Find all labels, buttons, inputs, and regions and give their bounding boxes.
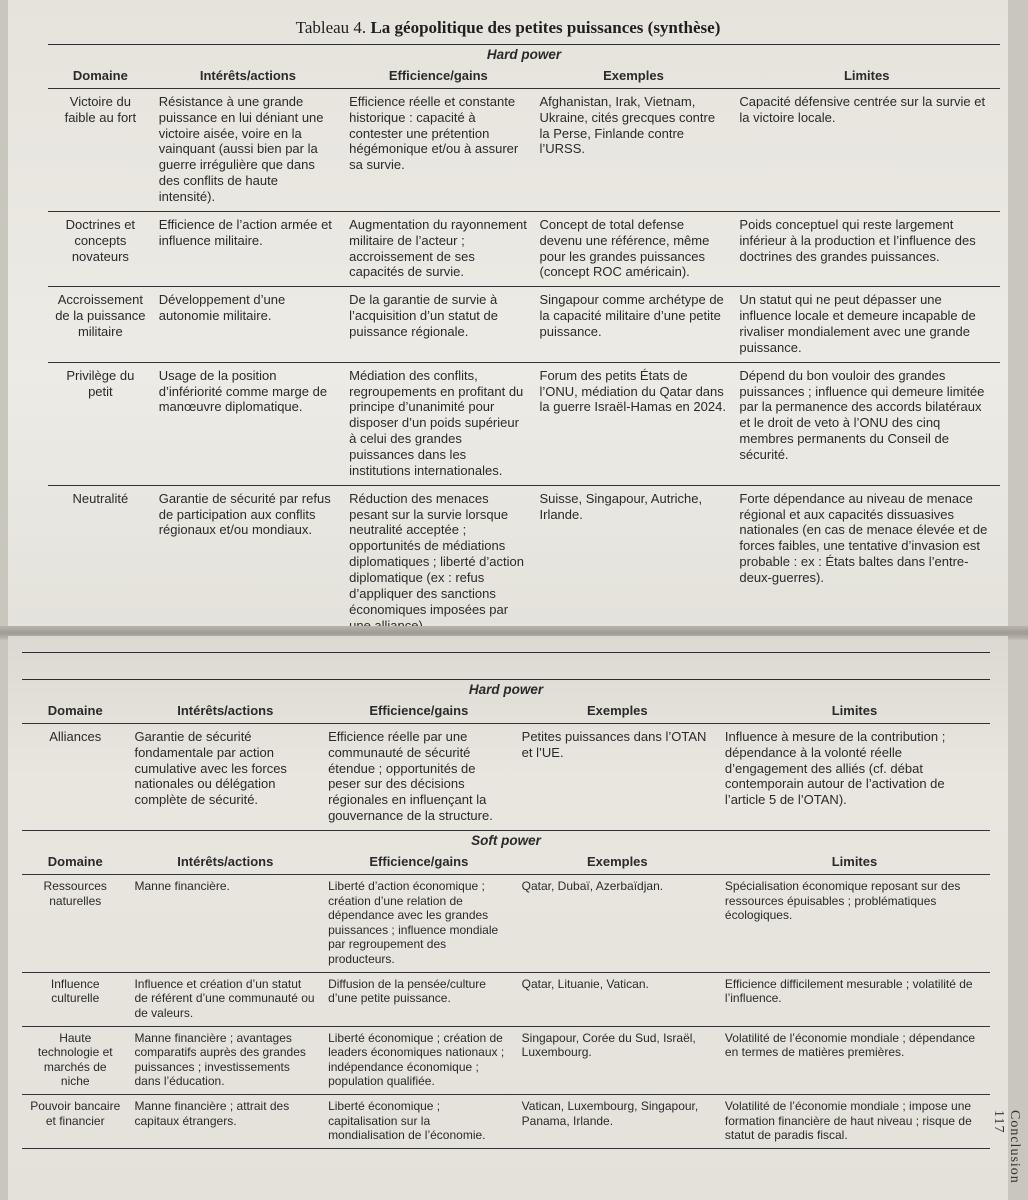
cell-limites: Volatilité de l’économie mondiale ; impose une formation financière de haut niveau ; risque de statut de paradis fiscal. bbox=[719, 1095, 990, 1149]
header-efficience: Efficience/gains bbox=[322, 851, 516, 874]
cell-limites: Volatilité de l’économie mondiale ; dépendance en termes de matières premières. bbox=[719, 1026, 990, 1095]
cell-exemples: Forum des petits États de l’ONU, médiation du Qatar dans la guerre Israël-Hamas en 2024. bbox=[534, 362, 734, 485]
cell-efficience: Liberté économique ; capitalisation sur la mondialisation de l’économie. bbox=[322, 1095, 516, 1149]
cell-interets: Manne financière. bbox=[128, 874, 322, 972]
section-hard-power: Hard power bbox=[486, 47, 562, 62]
cell-exemples: Afghanistan, Irak, Vietnam, Ukraine, cités grecques contre la Perse, Finlande contre l’URSS. bbox=[534, 88, 734, 211]
cell-domaine: Doctrines et concepts novateurs bbox=[48, 211, 153, 286]
cell-efficience: Augmentation du rayonnement militaire de l’acteur ; accroissement de ses capacités de survie. bbox=[343, 211, 533, 286]
cell-limites: Influence à mesure de la contribution ; dépendance à la volonté réelle d’engagement des alliés (cf. débat contemporain autour de l’activation de l’article 5 de l’OTAN). bbox=[719, 723, 990, 830]
cell-efficience: Diffusion de la pensée/culture d’une petite puissance. bbox=[322, 972, 516, 1026]
table-row bbox=[22, 1026, 990, 1095]
cell-domaine: Ressources naturelles bbox=[22, 874, 128, 972]
header-efficience: Efficience/gains bbox=[343, 65, 533, 88]
lower-page bbox=[8, 636, 1008, 1200]
table-row bbox=[22, 723, 990, 830]
cell-domaine: Victoire du faible au fort bbox=[48, 88, 153, 211]
cell-interets: Garantie de sécurité par refus de participation aux conflits régionaux et/ou mondiaux. bbox=[153, 485, 343, 640]
header-domaine: Domaine bbox=[22, 700, 128, 723]
table-caption bbox=[8, 0, 1008, 44]
cell-domaine: Neutralité bbox=[48, 485, 153, 640]
section-hard-power-continued: Hard power bbox=[468, 682, 544, 697]
table-row bbox=[22, 1095, 990, 1149]
header-efficience: Efficience/gains bbox=[322, 700, 516, 723]
header-interets: Intérêts/actions bbox=[128, 851, 322, 874]
cell-interets: Efficience de l’action armée et influence militaire. bbox=[153, 211, 343, 286]
cell-domaine: Privilège du petit bbox=[48, 362, 153, 485]
hard-power-table-continued bbox=[22, 700, 990, 831]
cell-exemples: Petites puissances dans l’OTAN et l’UE. bbox=[516, 723, 719, 830]
header-limites: Limites bbox=[719, 700, 990, 723]
cell-efficience: Efficience réelle et constante historique : capacité à contester une prétention hégémonique et/ou à assurer sa survie. bbox=[343, 88, 533, 211]
cell-efficience: De la garantie de survie à l’acquisition d’un statut de puissance régionale. bbox=[343, 287, 533, 362]
cell-limites: Capacité défensive centrée sur la survie et la victoire locale. bbox=[733, 88, 1000, 211]
cell-domaine: Haute technologie et marchés de niche bbox=[22, 1026, 128, 1095]
cell-limites: Forte dépendance au niveau de menace régional et aux capacités dissuasives nationales (en cas de menace élevée et de forces faibles, une tentative d’invasion est probable : ex : États baltes dans l’entre-deux-guerres). bbox=[733, 485, 1000, 640]
cell-interets: Développement d’une autonomie militaire. bbox=[153, 287, 343, 362]
table-row bbox=[48, 485, 1000, 640]
cell-domaine: Influence culturelle bbox=[22, 972, 128, 1026]
cell-interets: Manne financière ; attrait des capitaux étrangers. bbox=[128, 1095, 322, 1149]
page-number: Conclusion 117 bbox=[991, 1110, 1022, 1184]
table-row bbox=[48, 88, 1000, 211]
cell-limites: Dépend du bon vouloir des grandes puissances ; influence qui demeure limitée par la permanence des accords bilatéraux et le droit de veto à l’ONU des cinq membres permanents du Conseil de sécurité. bbox=[733, 362, 1000, 485]
section-soft-power: Soft power bbox=[471, 833, 541, 849]
caption-prefix: Tableau 4. bbox=[295, 18, 367, 37]
header-limites: Limites bbox=[733, 65, 1000, 88]
cell-limites: Un statut qui ne peut dépasser une influence locale et demeure incapable de rivaliser mondialement avec une grande puissance. bbox=[733, 287, 1000, 362]
cell-domaine: Accroissement de la puissance militaire bbox=[48, 287, 153, 362]
caption-title: La géopolitique des petites puissances (synthèse) bbox=[370, 18, 721, 37]
cell-efficience: Médiation des conflits, regroupements en profitant du principe d’unanimité pour disposer d’un poids supérieur à celui des grandes puissances dans les institutions internationales. bbox=[343, 362, 533, 485]
table-row bbox=[48, 362, 1000, 485]
cell-efficience: Réduction des menaces pesant sur la survie lorsque neutralité acceptée ; opportunités de médiations diplomatiques ; liberté d’action diplomatique (ex : refus d’appliquer des sanctions économiques imposées par bbox=[343, 485, 533, 640]
cell-interets: Manne financière ; avantages comparatifs auprès des grandes puissances ; investissements dans l’éducation. bbox=[128, 1026, 322, 1095]
cell-interets: Garantie de sécurité fondamentale par action cumulative avec les forces nationales ou délégation complète de sécurité. bbox=[128, 723, 322, 830]
table-row bbox=[48, 211, 1000, 286]
cell-exemples: Qatar, Lituanie, Vatican. bbox=[516, 972, 719, 1026]
cell-interets: Usage de la position d’infériorité comme marge de manœuvre diplomatique. bbox=[153, 362, 343, 485]
soft-power-table bbox=[22, 851, 990, 1149]
table-row bbox=[22, 972, 990, 1026]
header-exemples: Exemples bbox=[516, 851, 719, 874]
cell-limites: Efficience difficilement mesurable ; volatilité de l’influence. bbox=[719, 972, 990, 1026]
cell-efficience: Liberté d’action économique ; création d’une relation de dépendance avec les grandes puissances ; influence mondiale par regroupement des producteurs. bbox=[322, 874, 516, 972]
cell-exemples: Singapour, Corée du Sud, Israël, Luxembourg. bbox=[516, 1026, 719, 1095]
cell-exemples: Concept de total defense devenu une référence, même pour les grandes puissances (concept ROC américain). bbox=[534, 211, 734, 286]
header-exemples: Exemples bbox=[534, 65, 734, 88]
header-limites: Limites bbox=[719, 851, 990, 874]
cell-exemples: Singapour comme archétype de la capacité militaire d’une petite puissance. bbox=[534, 287, 734, 362]
header-interets: Intérêts/actions bbox=[128, 700, 322, 723]
hard-power-table bbox=[48, 65, 1000, 641]
cell-interets: Résistance à une grande puissance en lui déniant une victoire aisée, voire en la vainquant (aussi bien par la guerre irrégulière que dans des conflits de haute intensité). bbox=[153, 88, 343, 211]
cell-exemples: Vatican, Luxembourg, Singapour, Panama, Irlande. bbox=[516, 1095, 719, 1149]
header-interets: Intérêts/actions bbox=[153, 65, 343, 88]
cell-efficience: Efficience réelle par une communauté de sécurité étendue ; opportunités de peser sur des décisions régionales en influençant la gouvernance de la structure. bbox=[322, 723, 516, 830]
cell-efficience: Liberté économique ; création de leaders économiques nationaux ; indépendance économique ; population qualifiée. bbox=[322, 1026, 516, 1095]
upper-page bbox=[8, 0, 1008, 628]
table-row bbox=[22, 874, 990, 972]
cell-limites: Poids conceptuel qui reste largement inférieur à la production et l’influence des doctrines des grandes puissances. bbox=[733, 211, 1000, 286]
header-domaine: Domaine bbox=[22, 851, 128, 874]
table-row bbox=[48, 287, 1000, 362]
cell-limites: Spécialisation économique reposant sur des ressources épuisables ; problématiques écologiques. bbox=[719, 874, 990, 972]
cell-interets: Influence et création d’un statut de référent d’une communauté ou de valeurs. bbox=[128, 972, 322, 1026]
cell-domaine: Pouvoir bancaire et financier bbox=[22, 1095, 128, 1149]
cell-exemples: Suisse, Singapour, Autriche, Irlande. bbox=[534, 485, 734, 640]
cell-exemples: Qatar, Dubaï, Azerbaïdjan. bbox=[516, 874, 719, 972]
header-domaine: Domaine bbox=[48, 65, 153, 88]
cell-domaine: Alliances bbox=[22, 723, 128, 830]
header-exemples: Exemples bbox=[516, 700, 719, 723]
